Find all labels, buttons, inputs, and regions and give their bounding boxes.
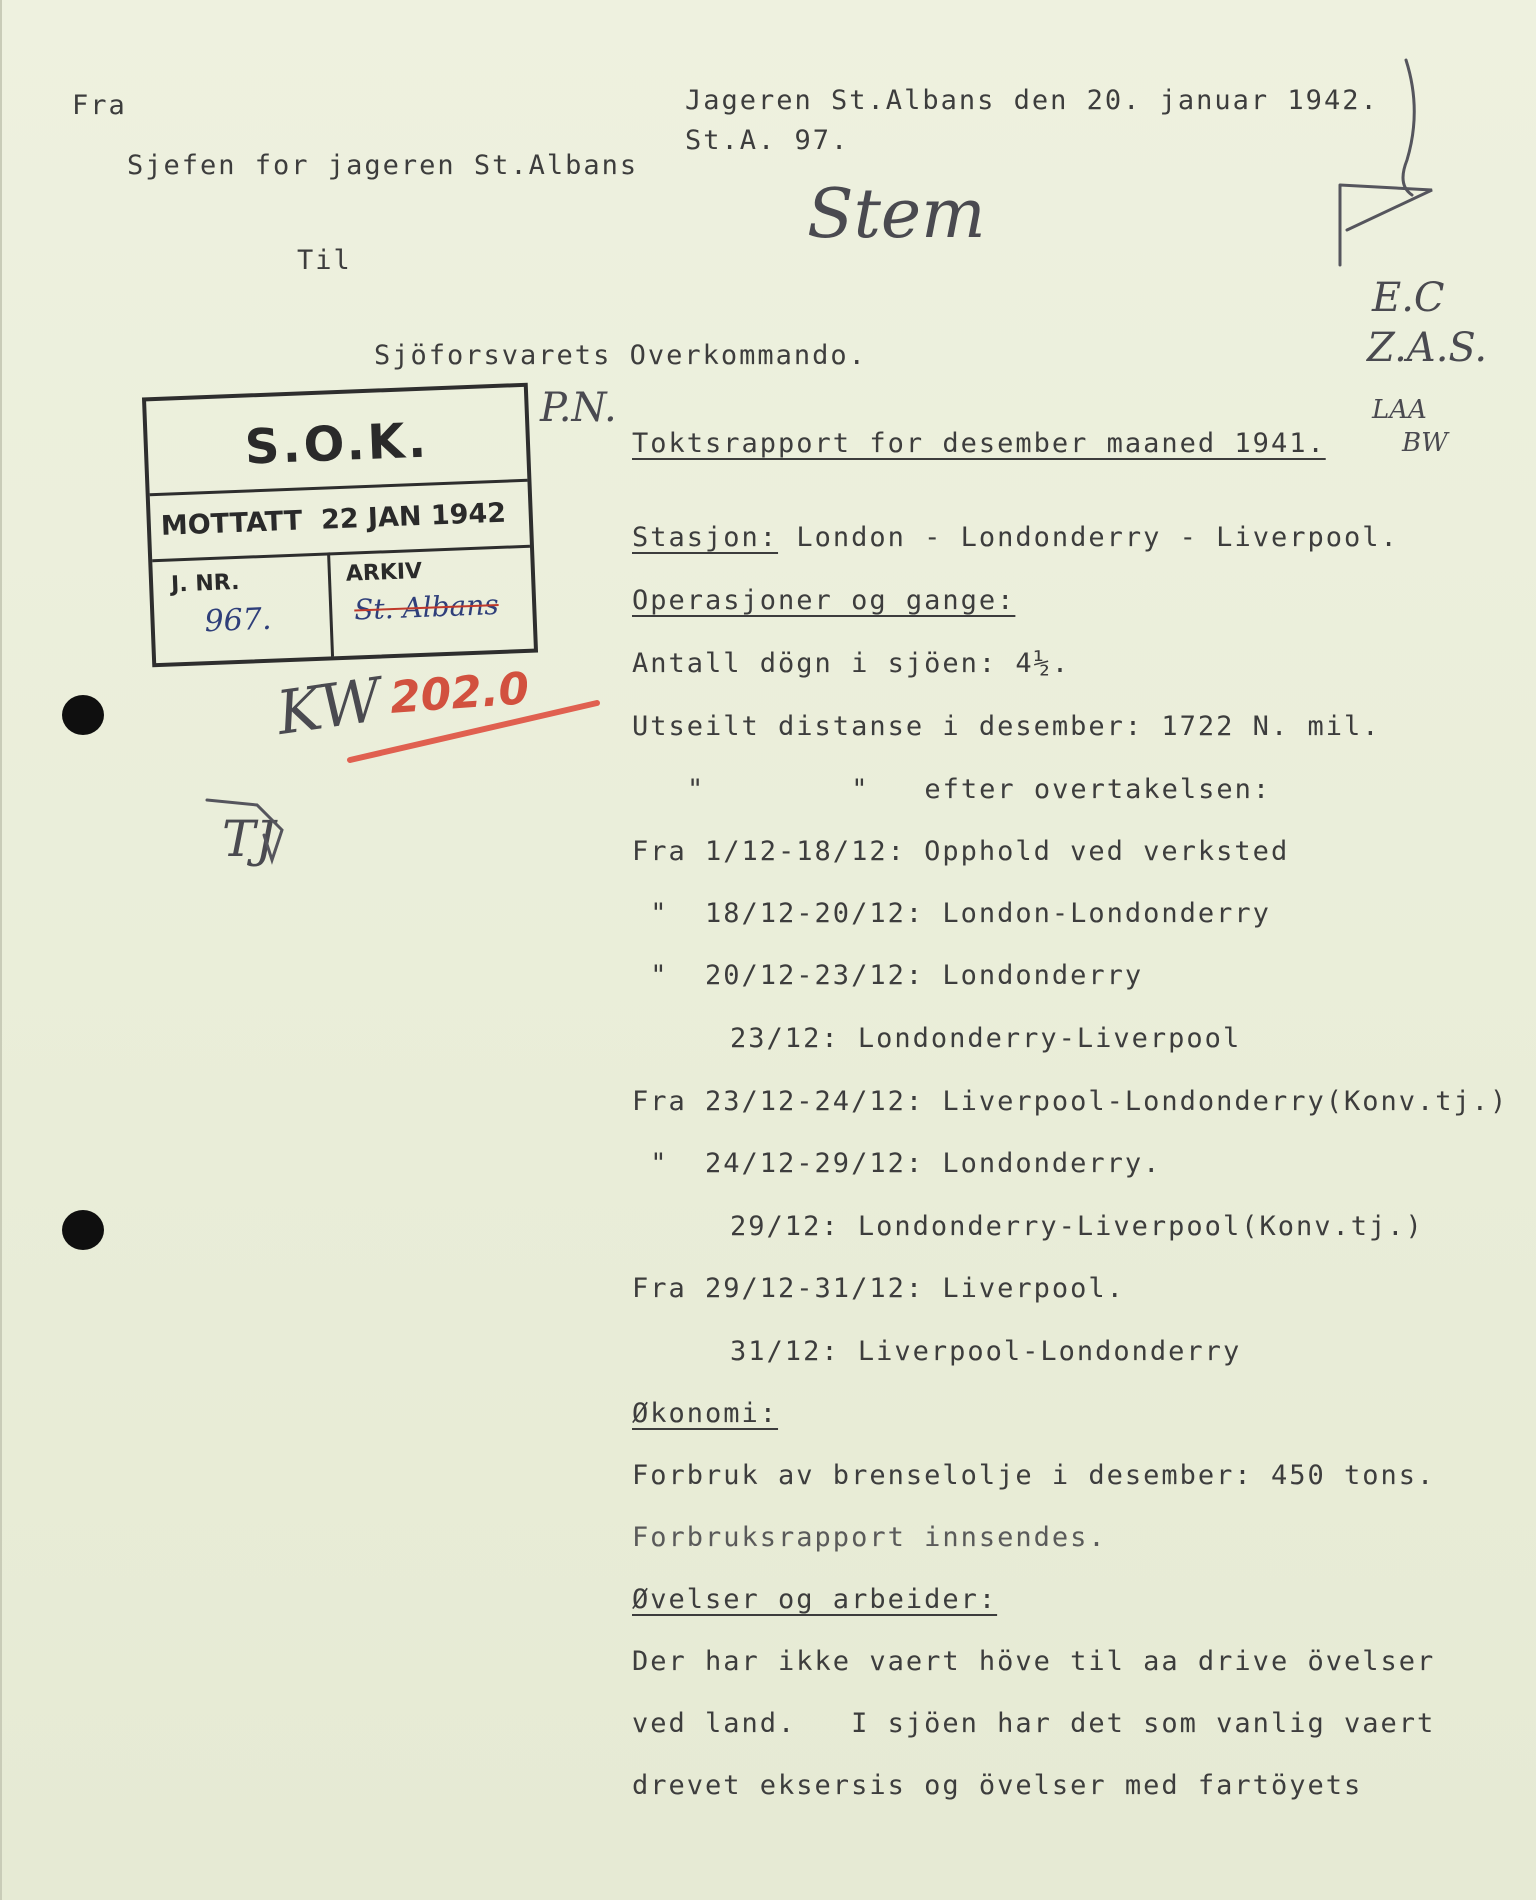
log-entry: " 24/12-29/12: Londonderry. <box>632 1148 1162 1179</box>
received-stamp <box>142 383 538 668</box>
log-entry: " 20/12-23/12: Londonderry <box>632 960 1144 991</box>
punch-hole <box>62 1210 104 1250</box>
report-title: Toktsrapport for desember maaned 1941. <box>632 428 1326 459</box>
stamp-jnr-value: 967. <box>203 601 273 640</box>
station-value: London - Londonderry - Liverpool. <box>796 522 1399 553</box>
fuel-report-note: Forbruksrapport innsendes. <box>632 1522 1107 1553</box>
stamp-jnr-label: J. NR. <box>170 569 240 598</box>
sender: Sjefen for jageren St.Albans <box>127 150 639 181</box>
stamp-divider <box>150 479 528 497</box>
stamp-divider <box>327 552 334 656</box>
stamp-arkiv-label: ARKIV <box>345 558 423 587</box>
days-at-sea: Antall dögn i sjöen: 4½. <box>632 648 1071 679</box>
pen-strokes <box>2 0 1536 1900</box>
to-label: Til <box>297 245 352 276</box>
tj-stroke <box>207 800 282 860</box>
stamp-received-date: MOTTATT 22 JAN 1942 <box>160 497 507 542</box>
exercises-line: Der har ikke vaert höve til aa drive övelser <box>632 1646 1436 1677</box>
distance-after: " " efter overtakelsen: <box>687 774 1272 805</box>
log-entry: 31/12: Liverpool-Londonderry <box>584 1336 1242 1367</box>
log-entry: Fra 23/12-24/12: Liverpool-Londonderry(Konv.tj.) <box>632 1086 1509 1117</box>
margin-note-ec: E.C <box>1372 275 1445 321</box>
place-date: Jageren St.Albans den 20. januar 1942. <box>685 85 1379 116</box>
red-file-number: 202.0 <box>388 663 531 724</box>
stamp-divider <box>152 545 530 563</box>
operations-heading: Operasjoner og gange: <box>632 585 1016 616</box>
station-line <box>632 522 1399 553</box>
reference: St.A. 97. <box>685 125 850 156</box>
log-entry: " 18/12-20/12: London-Londonderry <box>632 898 1271 929</box>
exercises-line: drevet eksersis og övelser med fartöyets <box>632 1770 1363 1801</box>
margin-note-bw: BW <box>1402 428 1448 458</box>
station-label: Stasjon: <box>632 522 779 553</box>
recipient: Sjöforsvarets Overkommando. <box>374 340 867 371</box>
tj-mark: TJ <box>222 810 276 868</box>
distance: Utseilt distanse i desember: 1722 N. mil. <box>632 711 1381 742</box>
log-entry: 29/12: Londonderry-Liverpool(Konv.tj.) <box>584 1211 1424 1242</box>
margin-note-laa: LAA <box>1372 395 1427 425</box>
margin-check-mark <box>1340 185 1432 265</box>
signature: Stem <box>807 175 986 254</box>
stamp-title: S.O.K. <box>243 412 431 476</box>
pn-initials: P.N. <box>540 385 617 431</box>
margin-note-zas: Z.A.S. <box>1367 325 1488 371</box>
initials-mark: KW <box>272 665 386 749</box>
exercises-line: ved land. I sjöen har det som vanlig vaert <box>632 1708 1436 1739</box>
punch-hole <box>62 695 104 735</box>
log-entry: Fra 1/12-18/12: Opphold ved verksted <box>632 836 1290 867</box>
margin-stroke-top <box>1403 60 1414 195</box>
fuel-consumption: Forbruk av brenselolje i desember: 450 tons. <box>632 1460 1436 1491</box>
exercises-heading: Øvelser og arbeider: <box>632 1584 998 1615</box>
from-label: Fra <box>72 90 127 121</box>
log-entry: Fra 29/12-31/12: Liverpool. <box>632 1273 1125 1304</box>
stamp-arkiv-value: St. Albans <box>353 587 500 627</box>
log-entry: 23/12: Londonderry-Liverpool <box>584 1023 1242 1054</box>
economy-heading: Økonomi: <box>632 1398 779 1429</box>
